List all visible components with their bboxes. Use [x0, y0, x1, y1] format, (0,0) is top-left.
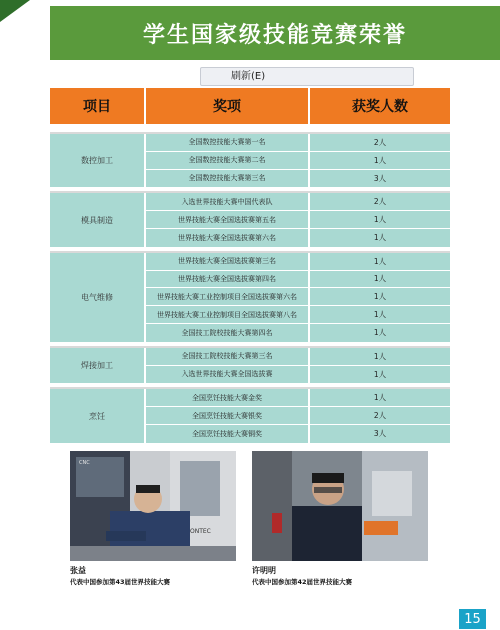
count-cell: 3人 — [310, 170, 450, 188]
table-row — [146, 134, 450, 152]
photo-illustration — [70, 451, 236, 561]
category-cell: 烹饪 — [50, 389, 146, 442]
header-count: 获奖人数 — [310, 88, 450, 124]
count-cell: 1人 — [310, 366, 450, 384]
category-cell: 电气维修 — [50, 253, 146, 342]
refresh-button[interactable]: 刷新(E) — [200, 67, 414, 86]
count-cell: 3人 — [310, 425, 450, 443]
award-cell: 世界技能大赛全国选拔赛第四名 — [146, 271, 310, 288]
award-cell: 世界技能大赛全国选拔赛第五名 — [146, 211, 310, 228]
table-row — [146, 170, 450, 188]
count-cell: 2人 — [310, 193, 450, 210]
table-row — [146, 253, 450, 271]
count-cell: 1人 — [310, 324, 450, 342]
honors-table — [50, 88, 450, 443]
table-header — [50, 88, 450, 124]
machine-panel-label: CNC — [79, 460, 90, 466]
caption-desc: 代表中国参加第43届世界技能大赛 — [70, 578, 171, 586]
award-cell: 全国技工院校技能大赛第四名 — [146, 324, 310, 342]
table-group-cnc — [50, 132, 450, 187]
category-cell: 数控加工 — [50, 134, 146, 187]
award-cell: 世界技能大赛工业控制项目全国选拔赛第六名 — [146, 288, 310, 305]
page-number: 15 — [459, 609, 486, 629]
table-row — [146, 348, 450, 366]
count-cell: 1人 — [310, 288, 450, 305]
award-cell: 全国数控技能大赛第一名 — [146, 134, 310, 151]
table-row — [146, 324, 450, 342]
table-group-mold — [50, 191, 450, 246]
count-cell: 2人 — [310, 134, 450, 151]
award-cell: 全国技工院校技能大赛第三名 — [146, 348, 310, 365]
count-cell: 1人 — [310, 271, 450, 288]
award-cell: 全国烹饪技能大赛银奖 — [146, 407, 310, 424]
table-row — [146, 229, 450, 247]
category-cell: 模具制造 — [50, 193, 146, 246]
banner-corner-decoration — [0, 0, 30, 22]
table-group-cooking — [50, 387, 450, 442]
award-cell: 全国烹饪技能大赛铜奖 — [146, 425, 310, 443]
header-project: 项目 — [50, 88, 146, 124]
count-cell: 1人 — [310, 253, 450, 270]
title-banner — [0, 0, 500, 64]
count-cell: 1人 — [310, 348, 450, 365]
category-cell: 焊接加工 — [50, 348, 146, 384]
page-title: 学生国家级技能竞赛荣誉 — [142, 22, 407, 48]
award-cell: 入选世界技能大赛中国代表队 — [146, 193, 310, 210]
table-row — [146, 271, 450, 289]
table-row — [146, 306, 450, 324]
header-award: 奖项 — [146, 88, 310, 124]
award-cell: 入选世界技能大赛全国选拔赛 — [146, 366, 310, 384]
machine-brand-label: ONTEC — [190, 528, 211, 535]
table-row — [146, 407, 450, 425]
award-cell: 全国数控技能大赛第三名 — [146, 170, 310, 188]
table-row — [146, 211, 450, 229]
caption-desc: 代表中国参加第42届世界技能大赛 — [252, 578, 353, 586]
caption-name: 张益 — [70, 566, 86, 575]
photo-student-workshop — [252, 451, 428, 561]
table-row — [146, 152, 450, 170]
table-row — [146, 389, 450, 407]
table-row — [146, 425, 450, 443]
table-row — [146, 288, 450, 306]
award-cell: 世界技能大赛工业控制项目全国选拔赛第八名 — [146, 306, 310, 323]
count-cell: 2人 — [310, 407, 450, 424]
award-cell: 全国数控技能大赛第二名 — [146, 152, 310, 169]
award-cell: 世界技能大赛全国选拔赛第三名 — [146, 253, 310, 270]
table-row — [146, 193, 450, 211]
count-cell: 1人 — [310, 306, 450, 323]
count-cell: 1人 — [310, 389, 450, 406]
count-cell: 1人 — [310, 211, 450, 228]
table-row — [146, 366, 450, 384]
award-cell: 世界技能大赛全国选拔赛第六名 — [146, 229, 310, 247]
photo-illustration — [252, 451, 428, 561]
table-group-welding — [50, 346, 450, 384]
caption-name: 许明明 — [252, 566, 276, 575]
count-cell: 1人 — [310, 152, 450, 169]
award-cell: 全国烹饪技能大赛金奖 — [146, 389, 310, 406]
table-group-electrical — [50, 251, 450, 342]
count-cell: 1人 — [310, 229, 450, 247]
photo-student-cnc — [70, 451, 236, 561]
